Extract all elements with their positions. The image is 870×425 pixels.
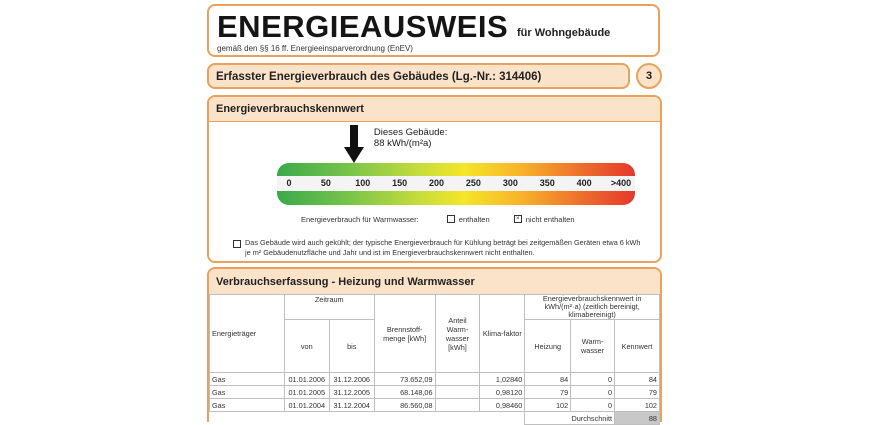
col-warmwasser: Warm-wasser <box>571 320 615 373</box>
table-body <box>210 373 660 425</box>
option-included[interactable] <box>447 215 492 224</box>
scale-tick: 400 <box>576 178 592 188</box>
scale-tick: 250 <box>465 178 481 188</box>
cell-klima: 0,98460 <box>480 399 525 412</box>
cell-von: 01.01.2005 <box>284 386 329 399</box>
header-box <box>207 4 660 57</box>
checkbox-cooling[interactable] <box>233 240 241 248</box>
col-kennwert: Kennwert <box>615 320 660 373</box>
scale-tick: 100 <box>355 178 371 188</box>
col-heizung: Heizung <box>525 320 571 373</box>
cell-traeger: Gas <box>210 373 285 386</box>
cell-menge: 68.148,06 <box>374 386 435 399</box>
table-row <box>210 373 660 386</box>
scale-tick: >400 <box>610 178 632 188</box>
cell-traeger: Gas <box>210 399 285 412</box>
cell-bis: 31.12.2004 <box>329 399 374 412</box>
cell-kennwert: 79 <box>615 386 660 399</box>
down-arrow-icon <box>344 125 364 163</box>
col-klima: Klima-faktor <box>480 295 525 373</box>
cell-warmwasser: 0 <box>571 386 615 399</box>
cell-menge: 86.560,08 <box>374 399 435 412</box>
cell-anteil <box>435 386 480 399</box>
col-bis: bis <box>329 320 374 373</box>
cell-menge: 73.652,09 <box>374 373 435 386</box>
cell-klima: 1,02840 <box>480 373 525 386</box>
checkbox-included[interactable] <box>447 215 455 223</box>
average-value: 88 <box>615 412 660 425</box>
kennwert-header <box>209 97 660 122</box>
col-menge: Brennstoff-menge [kWh] <box>374 295 435 373</box>
kennwert-heading: Energieverbrauchskennwert <box>216 103 364 115</box>
building-value-label <box>374 127 447 149</box>
cell-von: 01.01.2006 <box>284 373 329 386</box>
scale-tick: 300 <box>502 178 518 188</box>
cooling-note-text: Das Gebäude wird auch gekühlt; der typische Energieverbrauch für Kühlung beträgt bei zeitgemäßen Geräten etwa 6 kWh je m² Gebäudenutzfläche und Jahr und ist im Energieverbrauchskennwert nicht enthalten. <box>245 238 641 257</box>
cell-warmwasser: 0 <box>571 399 615 412</box>
cell-heizung: 79 <box>525 386 571 399</box>
warmwasser-row <box>301 215 575 224</box>
col-zeitraum: Zeitraum <box>284 295 374 320</box>
cell-traeger: Gas <box>210 386 285 399</box>
average-label: Durchschnitt <box>525 412 615 425</box>
table-row <box>210 386 660 399</box>
cell-bis: 31.12.2006 <box>329 373 374 386</box>
col-energietraeger: Energieträger <box>210 295 285 373</box>
cell-anteil <box>435 399 480 412</box>
cell-warmwasser: 0 <box>571 373 615 386</box>
cooling-note <box>245 238 645 258</box>
cell-kennwert: 84 <box>615 373 660 386</box>
document-title: ENERGIEAUSWEIS <box>217 9 509 44</box>
cell-klima: 0,98120 <box>480 386 525 399</box>
section-title: Erfasster Energieverbrauch des Gebäudes (Lg.-Nr.: 314406) <box>216 71 542 83</box>
cell-bis: 31.12.2005 <box>329 386 374 399</box>
average-row <box>210 412 660 425</box>
cell-von: 01.01.2004 <box>284 399 329 412</box>
col-von: von <box>284 320 329 373</box>
consumption-table <box>209 294 660 425</box>
page-number-badge: 3 <box>636 63 662 89</box>
consumption-heading: Verbrauchserfassung - Heizung und Warmwasser <box>216 276 475 288</box>
col-anteil: Anteil Warm-wasser [kWh] <box>435 295 480 373</box>
consumption-header <box>209 269 660 295</box>
section-bar <box>207 63 630 89</box>
checkbox-not-included[interactable]: × <box>514 215 522 223</box>
cell-anteil <box>435 373 480 386</box>
table-row <box>210 399 660 412</box>
cell-kennwert: 102 <box>615 399 660 412</box>
document-subtitle: für Wohngebäude <box>517 27 611 39</box>
consumption-box <box>207 267 662 422</box>
warmwasser-label: Energieverbrauch für Warmwasser: <box>301 215 419 224</box>
cell-heizung: 84 <box>525 373 571 386</box>
scale-tick: 150 <box>392 178 408 188</box>
scale-tick: 350 <box>539 178 555 188</box>
scale-tick: 50 <box>320 178 331 188</box>
option-included-label: enthalten <box>458 215 490 224</box>
scale-tick: 0 <box>286 178 292 188</box>
option-not-included[interactable] <box>514 215 575 224</box>
kennwert-box <box>207 95 662 263</box>
option-not-included-label: nicht enthalten <box>525 215 575 224</box>
scale-tick: 200 <box>429 178 445 188</box>
building-label: Dieses Gebäude: <box>373 127 448 138</box>
legal-basis: gemäß den §§ 16 ff. Energieeinsparverordnung (EnEV) <box>217 44 413 53</box>
building-value: 88 kWh/(m²a) <box>373 138 432 149</box>
cell-heizung: 102 <box>525 399 571 412</box>
col-kennwert-group: Energieverbrauchskennwert in kWh/(m²·a) (zeitlich bereinigt, klimabereinigt) <box>525 295 660 320</box>
